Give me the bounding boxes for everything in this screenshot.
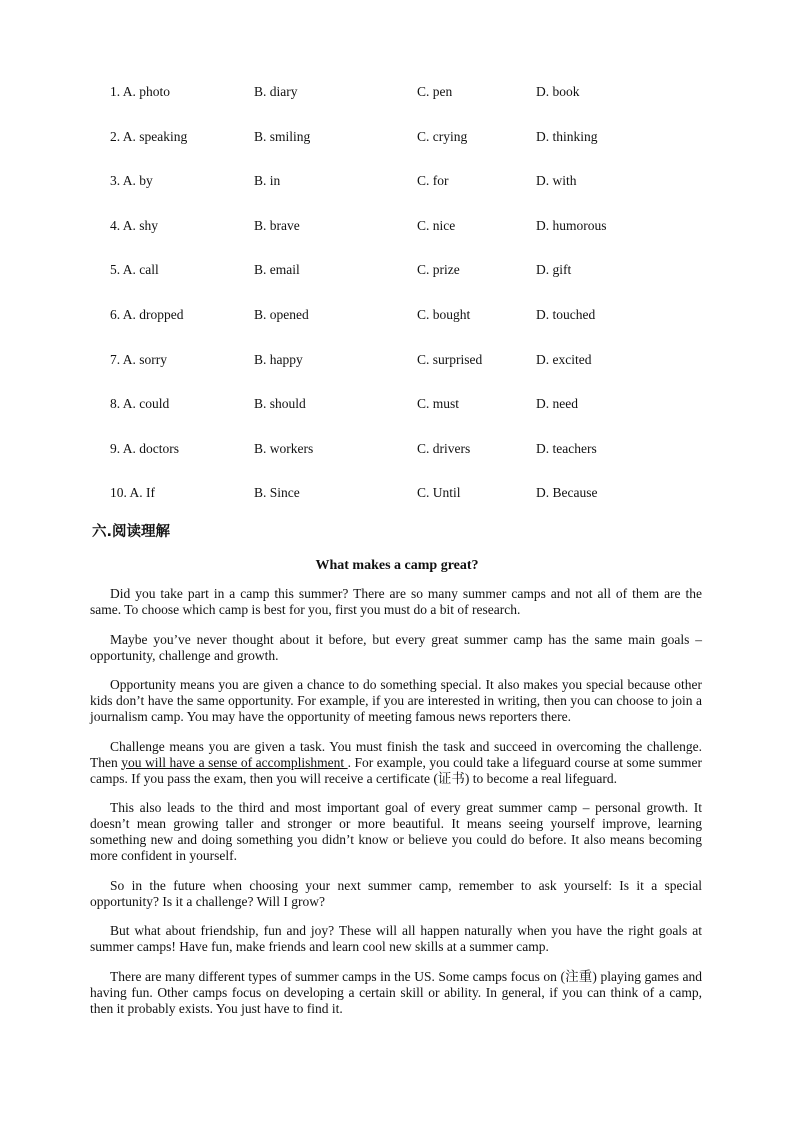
- option-a: 4. A. shy: [110, 217, 159, 233]
- question-row-2: [0, 127, 794, 172]
- answer-options: [0, 82, 794, 528]
- question-row-9: [0, 439, 794, 484]
- option-b: B. should: [254, 396, 306, 412]
- question-row-5: [0, 260, 794, 305]
- option-c: C. surprised: [417, 351, 483, 367]
- option-d: D. Because: [536, 485, 598, 501]
- option-d: D. teachers: [536, 440, 597, 456]
- option-b: B. diary: [254, 84, 298, 99]
- article-title: What makes a camp great?: [315, 558, 479, 573]
- option-d: D. with: [536, 173, 577, 189]
- question-row-6: [0, 305, 794, 350]
- option-a: 3. A. by: [110, 173, 153, 189]
- option-b: B. happy: [254, 351, 303, 367]
- paragraph-3: Opportunity means you are given a chance to do something special. It also makes you special because other kids don’t have the same opportunity. For example, if you are interested in writing, then you can choose to join a journalism camp. You may have the opportunity of meeting famous news reporters there.: [90, 677, 702, 724]
- option-b: B. workers: [254, 440, 314, 456]
- option-c: C. Until: [417, 485, 461, 501]
- option-b: B. opened: [254, 306, 309, 322]
- option-d: D. excited: [536, 351, 592, 367]
- option-a: 1. A. photo: [110, 84, 171, 99]
- option-a: 7. A. sorry: [110, 351, 167, 367]
- option-a: 5. A. call: [110, 262, 159, 278]
- question-row-4: [0, 216, 794, 261]
- option-c: C. for: [417, 173, 449, 189]
- paragraph-7: But what about friendship, fun and joy? These will all happen naturally when you have the right goals at summer camps! Have fun, make friends and learn cool new skills at a summer camp.: [90, 923, 702, 954]
- paragraph-4-end: . For example, you could take a lifeguard course at some summer camps. If you pass the exam, then you will receive a certificate (证书) to become a real lifeguard.: [90, 754, 702, 786]
- option-a: 2. A. speaking: [110, 128, 188, 144]
- option-a: 8. A. could: [110, 396, 170, 412]
- option-c: C. pen: [417, 84, 453, 99]
- question-row-7: [0, 350, 794, 395]
- option-d: D. need: [536, 396, 578, 412]
- option-c: C. nice: [417, 217, 456, 233]
- question-row-8: [0, 394, 794, 439]
- paragraph-4-start: Challenge means you are given a task. You must finish the task and succeed in overcoming the challenge. Then: [90, 738, 702, 770]
- option-b: B. email: [254, 262, 300, 278]
- option-b: B. in: [254, 173, 281, 189]
- option-d: D. humorous: [536, 217, 607, 233]
- option-a: 10. A. If: [110, 485, 155, 501]
- paragraph-4: [90, 739, 702, 787]
- option-a: 6. A. dropped: [110, 306, 184, 322]
- paragraph-6: So in the future when choosing your next summer camp, remember to ask yourself: Is it a special opportunity? Is it a challenge? Will I grow?: [90, 877, 702, 909]
- option-d: D. book: [536, 84, 580, 99]
- underlined-phrase: you will have a sense of accomplishment: [121, 754, 348, 770]
- option-c: C. bought: [417, 306, 471, 322]
- option-a: 9. A. doctors: [110, 440, 179, 456]
- question-row-1: [0, 82, 794, 127]
- option-b: B. smiling: [254, 128, 311, 144]
- option-b: B. Since: [254, 485, 300, 501]
- option-d: D. thinking: [536, 128, 598, 144]
- option-c: C. drivers: [417, 440, 471, 456]
- question-row-3: [0, 171, 794, 216]
- option-d: D. gift: [536, 262, 572, 278]
- section-title: 六.阅读理解: [92, 524, 171, 540]
- option-d: D. touched: [536, 306, 596, 322]
- article-body: [90, 586, 702, 1030]
- option-c: C. must: [417, 396, 460, 412]
- paragraph-8: There are many different types of summer camps in the US. Some camps focus on (注重) playing games and having fun. Other camps focus on developing a certain skill or ability. In general, if you can think of a camp, then it probably exists. You just have to find it.: [90, 968, 702, 1016]
- paragraph-2: Maybe you’ve never thought about it before, but every great summer camp has the same main goals – opportunity, challenge and growth.: [90, 631, 702, 663]
- option-b: B. brave: [254, 217, 300, 233]
- paragraph-1: Did you take part in a camp this summer? There are so many summer camps and not all of them are the same. To choose which camp is best for you, first you must do a bit of research.: [90, 586, 702, 617]
- option-c: C. crying: [417, 128, 468, 144]
- option-c: C. prize: [417, 262, 460, 278]
- paragraph-5: This also leads to the third and most important goal of every great summer camp – personal growth. It doesn’t mean growing taller and stronger or more beautiful. It means seeing yourself improve, learning something new and doing something you didn’t know or believe you could do before. It also means becoming more confident in yourself.: [90, 800, 702, 863]
